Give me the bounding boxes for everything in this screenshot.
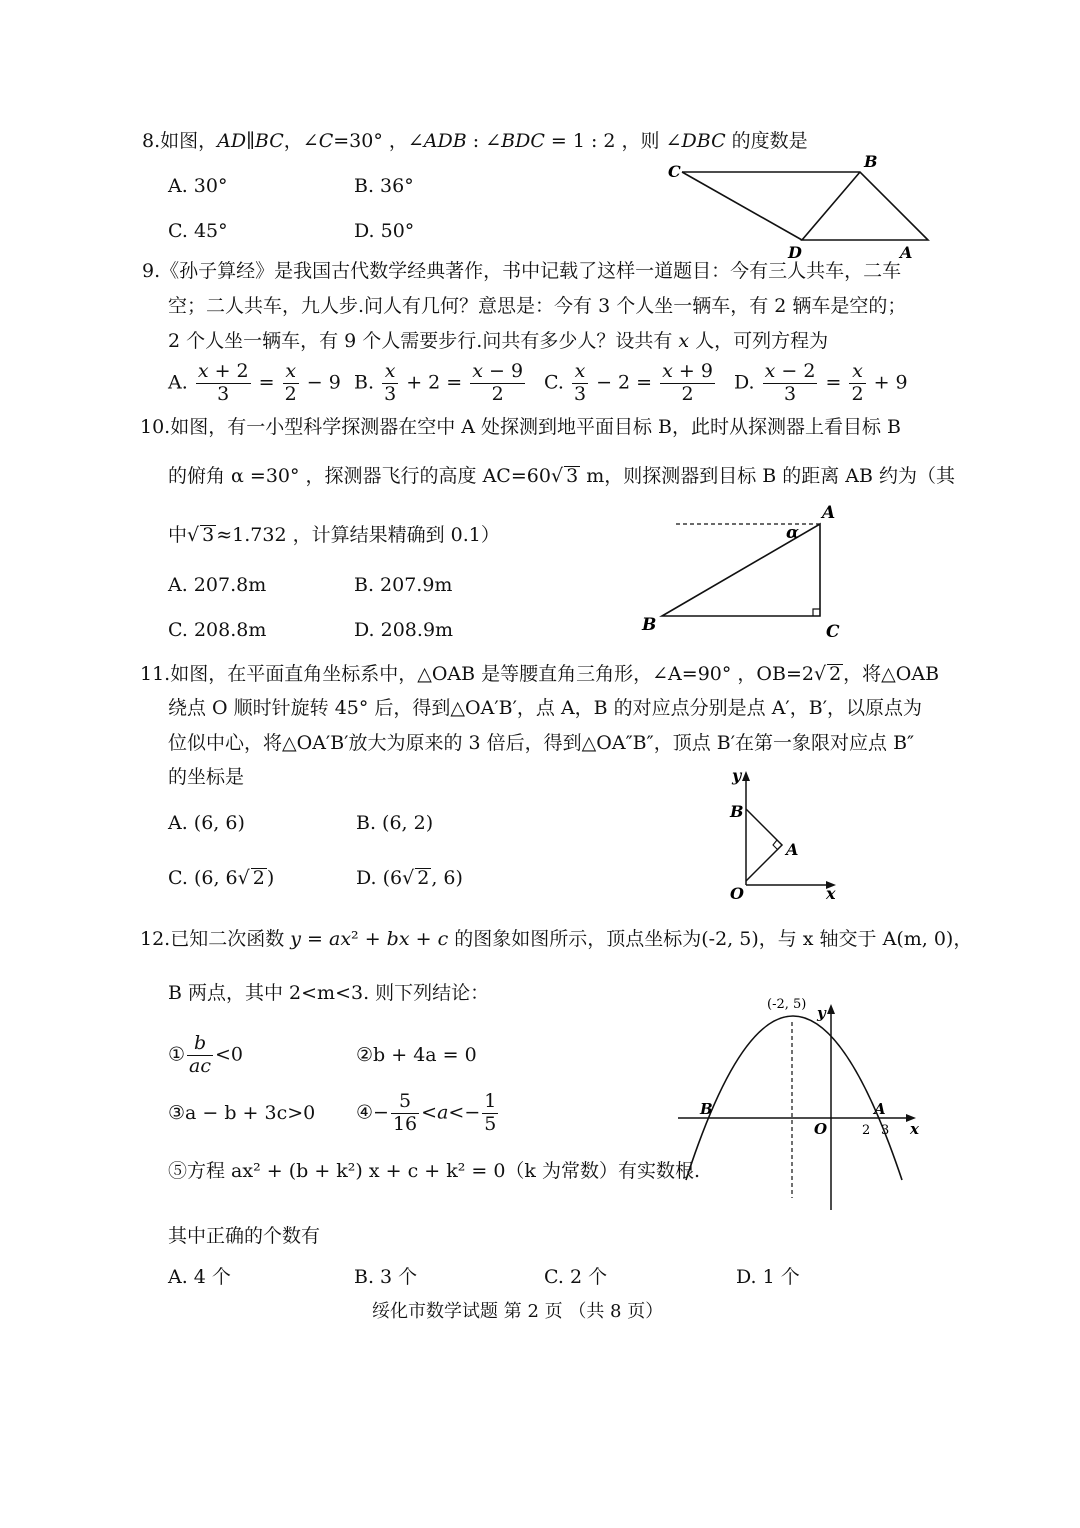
q11-label-y: y [732,766,742,785]
q12-option-b[interactable]: B. 3 个 [354,1266,418,1288]
q10-label-a: A [822,503,836,523]
q12-label-vertex: (-2, 5) [767,997,807,1012]
q11-option-d[interactable]: D. (6√ 2 , 6) [356,868,463,888]
q12-conclusion-2: ②b + 4a = 0 [356,1044,477,1066]
q10-line-3: 中√ 3 ≈1.732 ，计算结果精确到 0.1） [168,525,500,545]
q9-option-a[interactable]: A. $\frac{x + 2}{3}$ = $\frac{x}{2}$ − 9 [168,360,341,405]
q11-line-2: 绕点 O 顺时针旋转 45° 后，得到△OA′B′，点 A，B 的对应点分别是点 A′，B′，以原点为 [168,697,923,719]
q11-label-o: O [730,884,744,903]
q9-line-3: 2 个人坐一辆车，有 9 个人需要步行.问共有多少人？设共有 x 人，可列方程为 [168,330,829,352]
q11-label-a: A [786,840,799,859]
q12-figure [672,992,932,1217]
q11-label-b: B [730,802,744,821]
q12-tail: 其中正确的个数有 [168,1225,321,1247]
q9-option-d[interactable]: D. $\frac{x - 2}{3}$ = $\frac{x}{2}$ + 9 [734,360,908,405]
q8-label-d: D [788,243,802,262]
q12-label-a: A [874,1100,886,1118]
q11-line-3: 位似中心，将△OA′B′放大为原来的 3 倍后，得到△OA″B″，顶点 B′在第一象限对应点 B″ [168,732,915,754]
q12-line-2: B 两点，其中 2<m<3. 则下列结论： [168,982,490,1004]
q10-line-2: 的俯角 α =30° ，探测器飞行的高度 AC=60√ 3 m，则探测器到目标 B 的距离 AB 约为（其 [168,466,955,486]
q10-figure [640,500,860,645]
q12-conclusion-3: ③a − b + 3c>0 [168,1102,316,1124]
q8-option-a[interactable]: A. 30° [168,175,228,197]
q12-option-d[interactable]: D. 1 个 [736,1266,800,1288]
q12-label-2: 2 [862,1123,871,1138]
q9-line-2: 空；二人共车，九人步.问人有几何？意思是：今有 3 个人坐一辆车，有 2 辆车是空的； [168,295,907,317]
q11-figure [720,765,850,905]
q10-option-d[interactable]: D. 208.9m [354,619,454,641]
q11-option-a[interactable]: A. (6, 6) [168,812,245,834]
q8-label-c: C [668,162,681,181]
q12-label-x: x [910,1120,919,1138]
q12-label-o: O [814,1120,828,1138]
q8-option-b[interactable]: B. 36° [354,175,414,197]
q12-option-a[interactable]: A. 4 个 [168,1266,231,1288]
q10-option-b[interactable]: B. 207.9m [354,574,453,596]
q11-option-c[interactable]: C. (6, 6√ 2 ) [168,868,274,888]
page-footer: 绥化市数学试题 第 2 页 （共 8 页） [372,1301,664,1322]
q11-label-x: x [826,884,836,903]
q10-option-a[interactable]: A. 207.8m [168,574,267,596]
q12-label-y: y [817,1004,826,1022]
q8-label-a: A [900,243,913,262]
q9-option-c[interactable]: C. $\frac{x}{3}$ − 2 = $\frac{x + 9}{2}$ [544,360,713,405]
q10-label-b: B [642,615,657,635]
q9-option-b[interactable]: B. $\frac{x}{3}$ + 2 = $\frac{x - 9}{2}$ [354,360,524,405]
q8-label-b: B [864,152,878,171]
q8-option-c[interactable]: C. 45° [168,220,228,242]
q8-stem: 8.如图，AD∥BC，∠C=30° ，∠ADB : ∠BDC = 1 : 2 ，则 ∠DBC 的度数是 [142,130,808,152]
q10-label-c: C [826,622,840,642]
q11-option-b[interactable]: B. (6, 2) [356,812,434,834]
q12-label-b: B [700,1100,713,1118]
q12-conclusion-5: ⑤方程 ax² + (b + k²) x + c + k² = 0（k 为常数）有实数根. [168,1160,701,1182]
q12-conclusion-4: ④− $\frac{5}{16}$ <a<− $\frac{1}{5}$ [356,1090,497,1135]
q10-option-c[interactable]: C. 208.8m [168,619,267,641]
q11-line-1: 11.如图，在平面直角坐标系中，△OAB 是等腰直角三角形，∠A=90° ，OB=2√ 2 ，将△OAB [140,664,939,684]
q12-parabola [686,1016,902,1180]
q8-option-d[interactable]: D. 50° [354,220,415,242]
q12-conclusion-1: ① $\frac{b}{ac}$ <0 [168,1032,244,1077]
q10-line-1: 10.如图，有一小型科学探测器在空中 A 处探测到地平面目标 B，此时从探测器上看目标 B [140,416,902,438]
q8-figure [660,150,930,265]
q12-option-c[interactable]: C. 2 个 [544,1266,608,1288]
q12-line-1: 12.已知二次函数 y = ax² + bx + c 的图象如图所示，顶点坐标为(-2, 5)，与 x 轴交于 A(m, 0)， [140,928,973,950]
q10-label-alpha: α [786,523,800,543]
q11-line-4: 的坐标是 [168,766,245,788]
q9-line-1: 9.《孙子算经》是我国古代数学经典著作，书中记载了这样一道题目：今有三人共车，二车 [142,260,902,282]
q12-label-3: 3 [881,1123,890,1138]
